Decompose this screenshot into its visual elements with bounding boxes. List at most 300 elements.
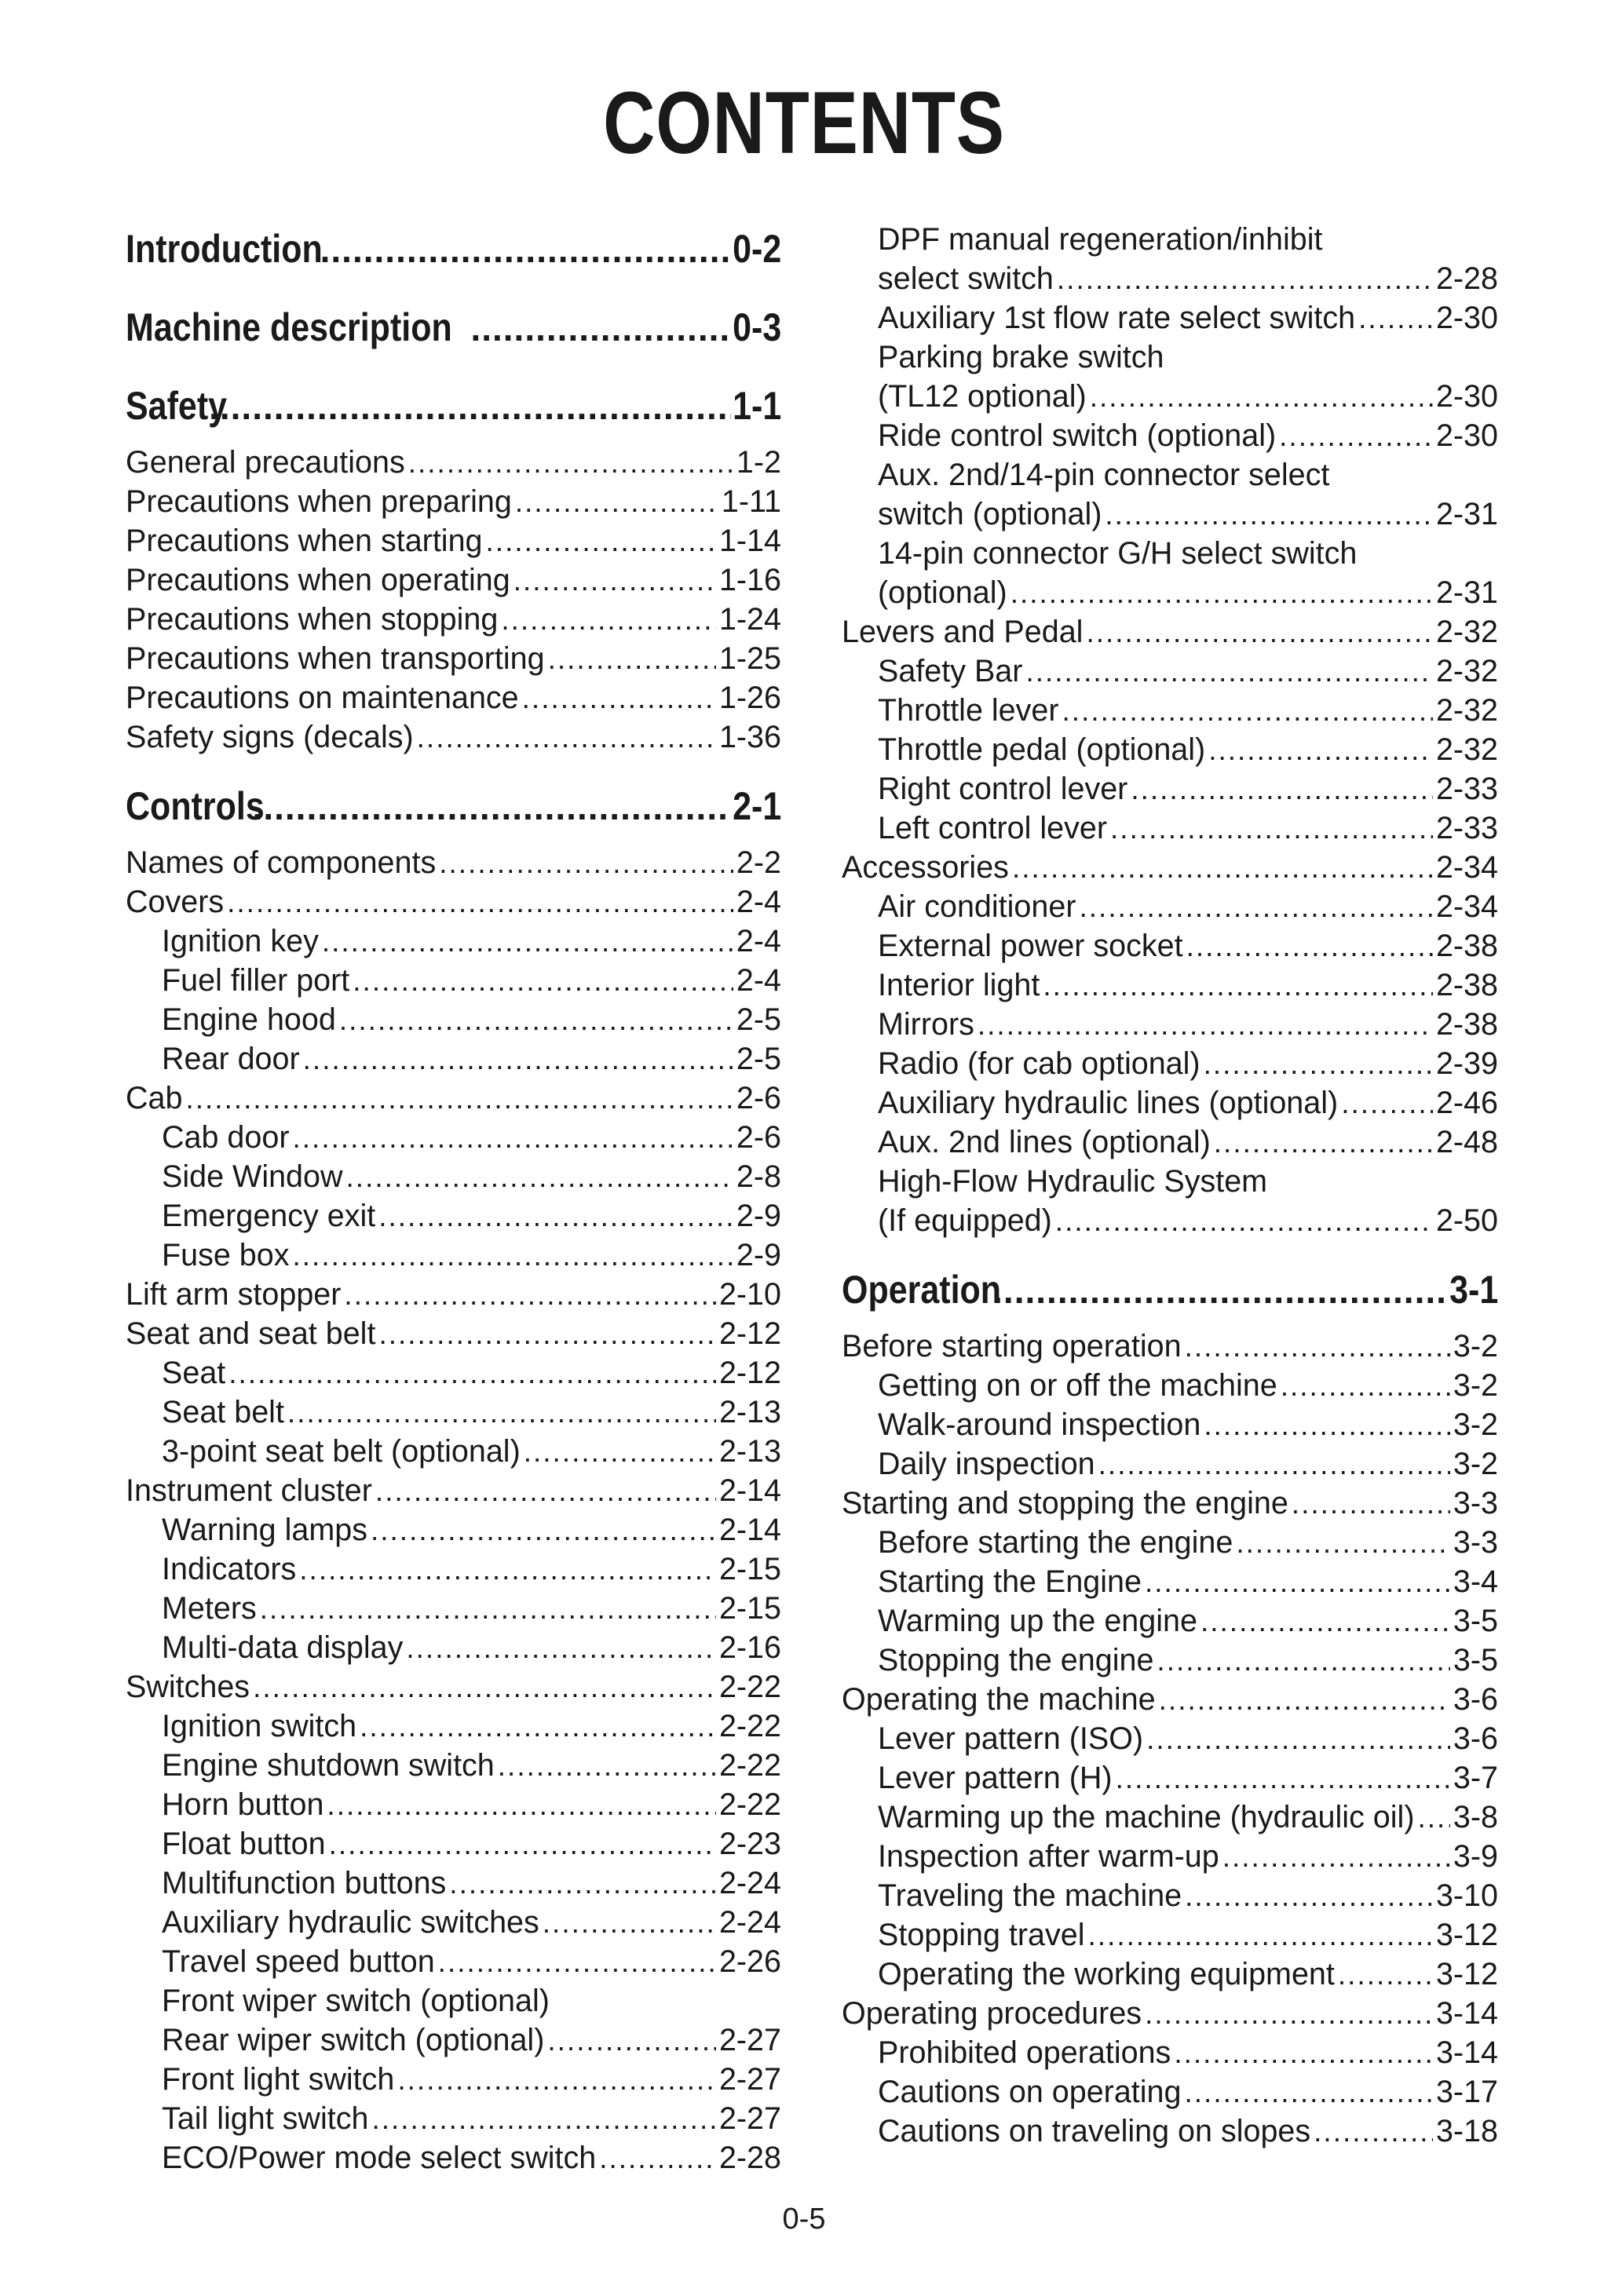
toc-subentry[interactable] (842, 1083, 1498, 1122)
dot-leader (1185, 1327, 1450, 1367)
toc-entry-title: select switch (878, 261, 1054, 296)
toc-subentry[interactable] (126, 1157, 781, 1196)
toc-entry-title: Float button (162, 1827, 326, 1861)
dot-leader (1236, 1524, 1450, 1563)
toc-subentry[interactable] (126, 1824, 781, 1863)
toc-page-number: 2-24 (718, 1905, 781, 1940)
toc-subentry[interactable] (126, 2060, 781, 2099)
toc-entry-title: Seat belt (162, 1395, 284, 1429)
toc-entry-title: Stopping travel (878, 1918, 1085, 1952)
toc-subentry[interactable] (126, 1981, 781, 2020)
toc-entry-title: Fuel filler port (162, 963, 350, 998)
dot-leader (992, 1261, 1448, 1320)
toc-page-number: 2-26 (718, 1944, 781, 1979)
toc-subentry[interactable] (126, 1393, 781, 1432)
toc-subentry[interactable] (842, 1641, 1498, 1680)
toc-subentry[interactable] (126, 961, 781, 1000)
toc-page-number: 2-13 (718, 1395, 781, 1429)
toc-page-number: 2-30 (1435, 379, 1498, 414)
toc-page-number: 2-34 (1435, 889, 1498, 924)
dot-leader (253, 778, 731, 836)
dot-leader (1222, 1838, 1450, 1877)
dot-leader (353, 962, 733, 1001)
dot-leader (1292, 1484, 1450, 1524)
dot-leader (417, 718, 716, 757)
toc-page-number: 2-38 (1435, 1007, 1498, 1042)
toc-subentry[interactable] (842, 1201, 1498, 1240)
dot-leader (522, 679, 716, 718)
toc-entry[interactable] (842, 1994, 1498, 2033)
toc-page-number: 3-3 (1453, 1525, 1498, 1560)
toc-subentry[interactable] (126, 1785, 781, 1824)
toc-entry-title: (optional) (878, 575, 1007, 610)
dot-leader (292, 1236, 733, 1276)
toc-entry-title: Ride control switch (optional) (878, 418, 1277, 453)
toc-entry-title: Auxiliary 1st flow rate select switch (878, 301, 1356, 335)
toc-page-number: 3-8 (1453, 1800, 1498, 1834)
toc-subentry[interactable] (842, 1405, 1498, 1444)
toc-subentry[interactable] (126, 1039, 781, 1079)
toc-subentry[interactable] (126, 1432, 781, 1471)
dot-leader (501, 600, 716, 640)
toc-page-number: 1-24 (718, 602, 781, 637)
dot-leader (371, 1511, 716, 1550)
dot-leader (209, 378, 731, 436)
dot-leader (227, 883, 733, 922)
toc-page-number: 0-2 (732, 227, 781, 271)
dot-leader (1010, 574, 1433, 613)
dot-leader (1417, 1798, 1449, 1838)
toc-page-number: 3-1 (1449, 1268, 1498, 1312)
toc-page-number: 2-4 (736, 963, 781, 998)
toc-entry-title: Aux. 2nd/14-pin connector select (878, 458, 1330, 492)
toc-page-number: 2-23 (718, 1827, 781, 1861)
toc-subentry[interactable] (842, 1955, 1498, 1994)
toc-subentry[interactable] (842, 338, 1498, 377)
toc-subentry[interactable] (126, 1118, 781, 1157)
toc-entry-title: Left control lever (878, 811, 1108, 845)
toc-entry-title: Precautions when transporting (126, 641, 545, 676)
toc-subentry[interactable] (126, 1353, 781, 1393)
toc-heading[interactable] (842, 1261, 1498, 1319)
toc-entry-title: Seat and seat belt (126, 1316, 376, 1351)
dot-leader (513, 561, 716, 600)
dot-leader (524, 1433, 716, 1472)
toc-entry-title: Front wiper switch (optional) (162, 1984, 550, 2018)
page-number: 0-5 (782, 2203, 826, 2236)
toc-entry[interactable] (126, 482, 781, 521)
toc-page-number: 2-28 (1435, 261, 1498, 296)
toc-entry-title: Aux. 2nd lines (optional) (878, 1125, 1211, 1159)
toc-page-number: 2-33 (1435, 772, 1498, 806)
dot-leader (978, 1006, 1433, 1045)
toc-page-number: 2-27 (718, 2101, 781, 2136)
toc-page-number: 3-17 (1435, 2075, 1498, 2109)
toc-page-number: 2-2 (736, 845, 781, 880)
toc-entry-title: Ignition key (162, 924, 319, 958)
dot-leader (329, 1825, 716, 1864)
toc-page-number: 3-9 (1453, 1839, 1498, 1874)
toc-subentry[interactable] (842, 1719, 1498, 1758)
toc-page-number: 2-1 (732, 784, 781, 828)
toc-page-number: 3-5 (1453, 1604, 1498, 1638)
page-title: CONTENTS (603, 74, 1005, 172)
toc-subentry[interactable] (126, 2099, 781, 2138)
toc-entry[interactable] (126, 600, 781, 639)
toc-page-number: 2-33 (1435, 811, 1498, 845)
toc-heading[interactable] (126, 298, 781, 356)
toc-entry[interactable] (842, 1680, 1498, 1719)
toc-page-number: 2-34 (1435, 850, 1498, 885)
dot-leader (438, 1943, 716, 1982)
toc-page-number: 3-3 (1453, 1486, 1498, 1520)
toc-entry[interactable] (126, 1275, 781, 1314)
toc-entry-title: Radio (for cab optional) (878, 1046, 1201, 1081)
dot-leader (1080, 888, 1433, 927)
toc-entry-title: Introduction (126, 227, 323, 271)
toc-subentry[interactable] (126, 1236, 781, 1275)
toc-entry-title: Seat (162, 1356, 226, 1390)
toc-page-number: 2-13 (718, 1434, 781, 1469)
toc-subentry[interactable] (842, 730, 1498, 769)
toc-page-number: 2-16 (718, 1630, 781, 1665)
dot-leader (515, 483, 718, 522)
dot-leader (1145, 1563, 1450, 1602)
toc-page-number: 3-2 (1453, 1368, 1498, 1403)
toc-entry-title: Names of components (126, 845, 437, 880)
toc-entry[interactable] (842, 1327, 1498, 1366)
toc-page-number: 1-16 (718, 563, 781, 597)
toc-entry-title: External power socket (878, 929, 1183, 963)
toc-entry-title: High-Flow Hydraulic System (878, 1164, 1268, 1199)
dot-leader (1358, 299, 1433, 338)
toc-page-number: 2-9 (736, 1238, 781, 1272)
toc-entry[interactable] (842, 848, 1498, 887)
toc-subentry[interactable] (126, 1706, 781, 1746)
toc-subentry[interactable] (126, 1196, 781, 1236)
dot-leader (1110, 809, 1433, 849)
toc-page-number: 1-14 (718, 524, 781, 558)
toc-subentry[interactable] (126, 1863, 781, 1903)
dot-leader (320, 221, 731, 279)
toc-page-number: 2-5 (736, 1002, 781, 1037)
toc-entry-title: Lever pattern (H) (878, 1761, 1113, 1795)
dot-leader (1159, 1681, 1450, 1720)
toc-subentry[interactable] (842, 965, 1498, 1005)
toc-page-number: 2-8 (736, 1159, 781, 1194)
dot-leader (375, 1472, 716, 1511)
toc-page-number: 2-5 (736, 1042, 781, 1076)
toc-page-number: 2-22 (718, 1670, 781, 1704)
toc-subentry[interactable] (842, 455, 1498, 495)
toc-entry-title: Levers and Pedal (842, 615, 1084, 649)
toc-page-number: 3-18 (1435, 2114, 1498, 2148)
toc-entry-title: Starting the Engine (878, 1564, 1142, 1599)
toc-right-column (842, 220, 1498, 2151)
dot-leader (439, 844, 733, 883)
dot-leader (371, 2100, 716, 2139)
toc-page-number: 3-6 (1453, 1682, 1498, 1717)
dot-leader (1157, 1641, 1449, 1681)
dot-leader (1055, 1202, 1433, 1241)
toc-page-number: 3-12 (1435, 1918, 1498, 1952)
toc-entry[interactable] (126, 521, 781, 560)
toc-entry-title: Machine description (126, 305, 452, 349)
toc-entry[interactable] (126, 882, 781, 922)
toc-subentry[interactable] (842, 416, 1498, 455)
dot-leader (185, 1079, 733, 1119)
toc-page-number: 3-5 (1453, 1643, 1498, 1677)
toc-page-number: 2-48 (1435, 1125, 1498, 1159)
toc-entry-title: Auxiliary hydraulic lines (optional) (878, 1086, 1339, 1120)
toc-subentry[interactable] (842, 495, 1498, 534)
dot-leader (344, 1276, 716, 1315)
toc-heading[interactable] (126, 377, 781, 435)
toc-subentry[interactable] (126, 1628, 781, 1667)
toc-page-number: 2-6 (736, 1081, 781, 1115)
toc-subentry[interactable] (842, 1005, 1498, 1044)
toc-entry[interactable] (842, 1484, 1498, 1523)
dot-leader (543, 1904, 716, 1943)
toc-subentry[interactable] (842, 2112, 1498, 2151)
toc-page-number: 3-10 (1435, 1878, 1498, 1913)
dot-leader (498, 1747, 716, 1786)
dot-leader (1105, 495, 1433, 535)
toc-subentry[interactable] (842, 691, 1498, 730)
toc-page-number: 2-15 (718, 1591, 781, 1626)
dot-leader (378, 1197, 733, 1236)
toc-subentry[interactable] (126, 1510, 781, 1550)
toc-page-number: 2-22 (718, 1787, 781, 1822)
toc-subentry[interactable] (842, 652, 1498, 691)
toc-subentry[interactable] (842, 1523, 1498, 1562)
toc-entry-title: Engine hood (162, 1002, 336, 1037)
dot-leader (1281, 1367, 1450, 1406)
toc-subentry[interactable] (842, 298, 1498, 338)
toc-entry-title: Multifunction buttons (162, 1866, 447, 1900)
toc-entry-title: Fuse box (162, 1238, 290, 1272)
toc-entry[interactable] (126, 717, 781, 757)
toc-subentry[interactable] (842, 1876, 1498, 1915)
dot-leader (327, 1786, 716, 1825)
toc-page-number: 2-46 (1435, 1086, 1498, 1120)
dot-leader (339, 1001, 733, 1040)
dot-leader (1116, 1759, 1450, 1798)
toc-page-number: 3-2 (1453, 1407, 1498, 1442)
toc-subentry[interactable] (842, 887, 1498, 926)
toc-entry[interactable] (126, 560, 781, 600)
toc-subentry[interactable] (842, 1366, 1498, 1405)
toc-page-number: 2-28 (718, 2141, 781, 2175)
toc-page-number: 2-10 (718, 1277, 781, 1312)
toc-entry-title: Throttle pedal (optional) (878, 732, 1206, 767)
toc-subentry[interactable] (842, 1798, 1498, 1837)
toc-entry-title: Starting and stopping the engine (842, 1486, 1288, 1520)
dot-leader (1062, 692, 1433, 731)
toc-subentry[interactable] (842, 534, 1498, 573)
toc-entry[interactable] (126, 1314, 781, 1353)
toc-entry-title: Covers (126, 885, 225, 919)
toc-page-number: 2-31 (1435, 497, 1498, 531)
dot-leader (1204, 1406, 1450, 1445)
toc-page-number: 1-11 (721, 484, 781, 519)
dot-leader (397, 2061, 716, 2100)
toc-entry-title: Tail light switch (162, 2101, 369, 2136)
toc-entry-title: Front light switch (162, 2062, 395, 2097)
toc-entry-title: Stopping the engine (878, 1643, 1154, 1677)
toc-page-number: 2-27 (718, 2023, 781, 2057)
toc-entry-title: Precautions when preparing (126, 484, 512, 519)
toc-entry-title: Safety signs (decals) (126, 720, 414, 754)
toc-entry-title: Inspection after warm-up (878, 1839, 1219, 1874)
dot-leader (253, 1668, 716, 1707)
toc-subentry[interactable] (842, 2072, 1498, 2112)
toc-entry-title: Before starting the engine (878, 1525, 1233, 1560)
dot-leader (1186, 927, 1433, 966)
toc-entry[interactable] (126, 678, 781, 717)
toc-entry-title: Operation (842, 1268, 1002, 1312)
toc-subentry[interactable] (126, 1942, 781, 1981)
toc-subentry[interactable] (842, 2033, 1498, 2072)
toc-entry-title: 3-point seat belt (optional) (162, 1434, 521, 1469)
toc-entry[interactable] (126, 639, 781, 678)
toc-subentry[interactable] (842, 1562, 1498, 1601)
toc-page-number: 2-30 (1435, 418, 1498, 453)
toc-heading[interactable] (126, 777, 781, 835)
toc-page-number: 2-32 (1435, 654, 1498, 688)
toc-entry-title: Parking brake switch (878, 340, 1164, 374)
toc-entry-title: General precautions (126, 445, 405, 480)
dot-leader (1088, 1916, 1433, 1955)
dot-leader (293, 1119, 733, 1158)
toc-entry-title: Precautions when starting (126, 524, 483, 558)
toc-subentry[interactable] (126, 1746, 781, 1785)
toc-subentry[interactable] (842, 377, 1498, 416)
toc-entry-title: Emergency exit (162, 1199, 376, 1233)
toc-entry-title: Getting on or off the machine (878, 1368, 1277, 1403)
toc-entry-title: ECO/Power mode select switch (162, 2141, 597, 2175)
toc-page-number: 2-12 (718, 1316, 781, 1351)
dot-leader (1214, 1123, 1433, 1163)
toc-entry-title: Horn button (162, 1787, 324, 1822)
toc-page-number: 2-14 (718, 1513, 781, 1547)
dot-leader (260, 1590, 716, 1629)
dot-leader (1043, 966, 1433, 1006)
toc-subentry[interactable] (842, 926, 1498, 965)
toc-subentry[interactable] (126, 922, 781, 961)
toc-subentry[interactable] (842, 1601, 1498, 1641)
toc-page-number: 2-50 (1435, 1203, 1498, 1238)
toc-entry-title: DPF manual regeneration/inhibit (878, 222, 1323, 257)
toc-entry-title: Ignition switch (162, 1709, 357, 1743)
toc-entry-title: Operating the working equipment (878, 1957, 1335, 1991)
toc-entry[interactable] (126, 1667, 781, 1706)
toc-subentry[interactable] (126, 1550, 781, 1589)
toc-subentry[interactable] (126, 1000, 781, 1039)
toc-subentry[interactable] (126, 1589, 781, 1628)
toc-subentry[interactable] (126, 1903, 781, 1942)
toc-page-number: 3-6 (1453, 1721, 1498, 1756)
toc-subentry[interactable] (842, 573, 1498, 612)
toc-entry[interactable] (126, 443, 781, 482)
toc-page-number: 2-15 (718, 1552, 781, 1586)
toc-entry-title: Cab (126, 1081, 183, 1115)
dot-leader (1208, 731, 1433, 770)
toc-heading[interactable] (126, 220, 781, 278)
toc-subentry[interactable] (126, 2138, 781, 2177)
toc-page-number: 2-38 (1435, 929, 1498, 963)
toc-entry-title: Operating the machine (842, 1682, 1156, 1717)
toc-entry-title: 14-pin connector G/H select switch (878, 536, 1358, 571)
dot-leader (1338, 1955, 1433, 1995)
toc-entry-title: Right control lever (878, 772, 1128, 806)
toc-subentry[interactable] (842, 1162, 1498, 1201)
toc-page-number: 1-2 (736, 445, 781, 480)
toc-subentry[interactable] (842, 1044, 1498, 1083)
toc-subentry[interactable] (842, 1837, 1498, 1876)
dot-leader (599, 2139, 716, 2178)
dot-leader (1057, 260, 1433, 299)
toc-entry-title: Lever pattern (ISO) (878, 1721, 1144, 1756)
dot-leader (1086, 613, 1433, 652)
toc-entry-title: Mirrors (878, 1007, 974, 1042)
toc-entry-title: (TL12 optional) (878, 379, 1087, 414)
toc-entry-title: Cautions on traveling on slopes (878, 2114, 1311, 2148)
toc-entry-title: Warning lamps (162, 1513, 367, 1547)
toc-entry[interactable] (126, 1471, 781, 1510)
toc-subentry[interactable] (126, 2020, 781, 2060)
toc-entry-title: Throttle lever (878, 693, 1059, 728)
dot-leader (1098, 1445, 1450, 1484)
toc-entry-title: switch (optional) (878, 497, 1102, 531)
toc-entry[interactable] (126, 1079, 781, 1118)
toc-page-number: 2-24 (718, 1866, 781, 1900)
toc-entry-title: Meters (162, 1591, 257, 1626)
toc-subentry[interactable] (842, 1915, 1498, 1955)
toc-entry-title: Warming up the engine (878, 1604, 1197, 1638)
toc-entry-title: Engine shutdown switch (162, 1748, 495, 1783)
toc-page-number: 0-3 (732, 305, 781, 349)
toc-page-number: 3-2 (1453, 1447, 1498, 1481)
toc-page-number: 2-22 (718, 1709, 781, 1743)
toc-subentry[interactable] (842, 809, 1498, 848)
toc-subentry[interactable] (842, 220, 1498, 259)
dot-leader (1146, 1720, 1450, 1759)
toc-page-number: 3-14 (1435, 1996, 1498, 2031)
toc-page-number: 2-4 (736, 885, 781, 919)
toc-entry-title: Safety (126, 384, 228, 428)
toc-entry-title: Air conditioner (878, 889, 1076, 924)
toc-subentry[interactable] (842, 1758, 1498, 1798)
dot-leader (1012, 849, 1433, 888)
toc-subentry[interactable] (842, 1122, 1498, 1162)
toc-entry[interactable] (842, 612, 1498, 652)
toc-page-number: 2-14 (718, 1473, 781, 1508)
dot-leader (1131, 770, 1433, 809)
toc-page-number: 3-12 (1435, 1957, 1498, 1991)
dot-leader (1204, 1045, 1433, 1084)
toc-subentry[interactable] (842, 259, 1498, 298)
toc-entry[interactable] (126, 843, 781, 882)
toc-subentry[interactable] (842, 769, 1498, 809)
dot-leader (548, 640, 716, 679)
toc-entry-title: Precautions when stopping (126, 602, 499, 637)
toc-page-number: 2-9 (736, 1199, 781, 1233)
toc-page-number: 2-32 (1435, 693, 1498, 728)
dot-leader (1279, 417, 1433, 456)
toc-page-number: 2-6 (736, 1120, 781, 1155)
toc-subentry[interactable] (842, 1444, 1498, 1484)
